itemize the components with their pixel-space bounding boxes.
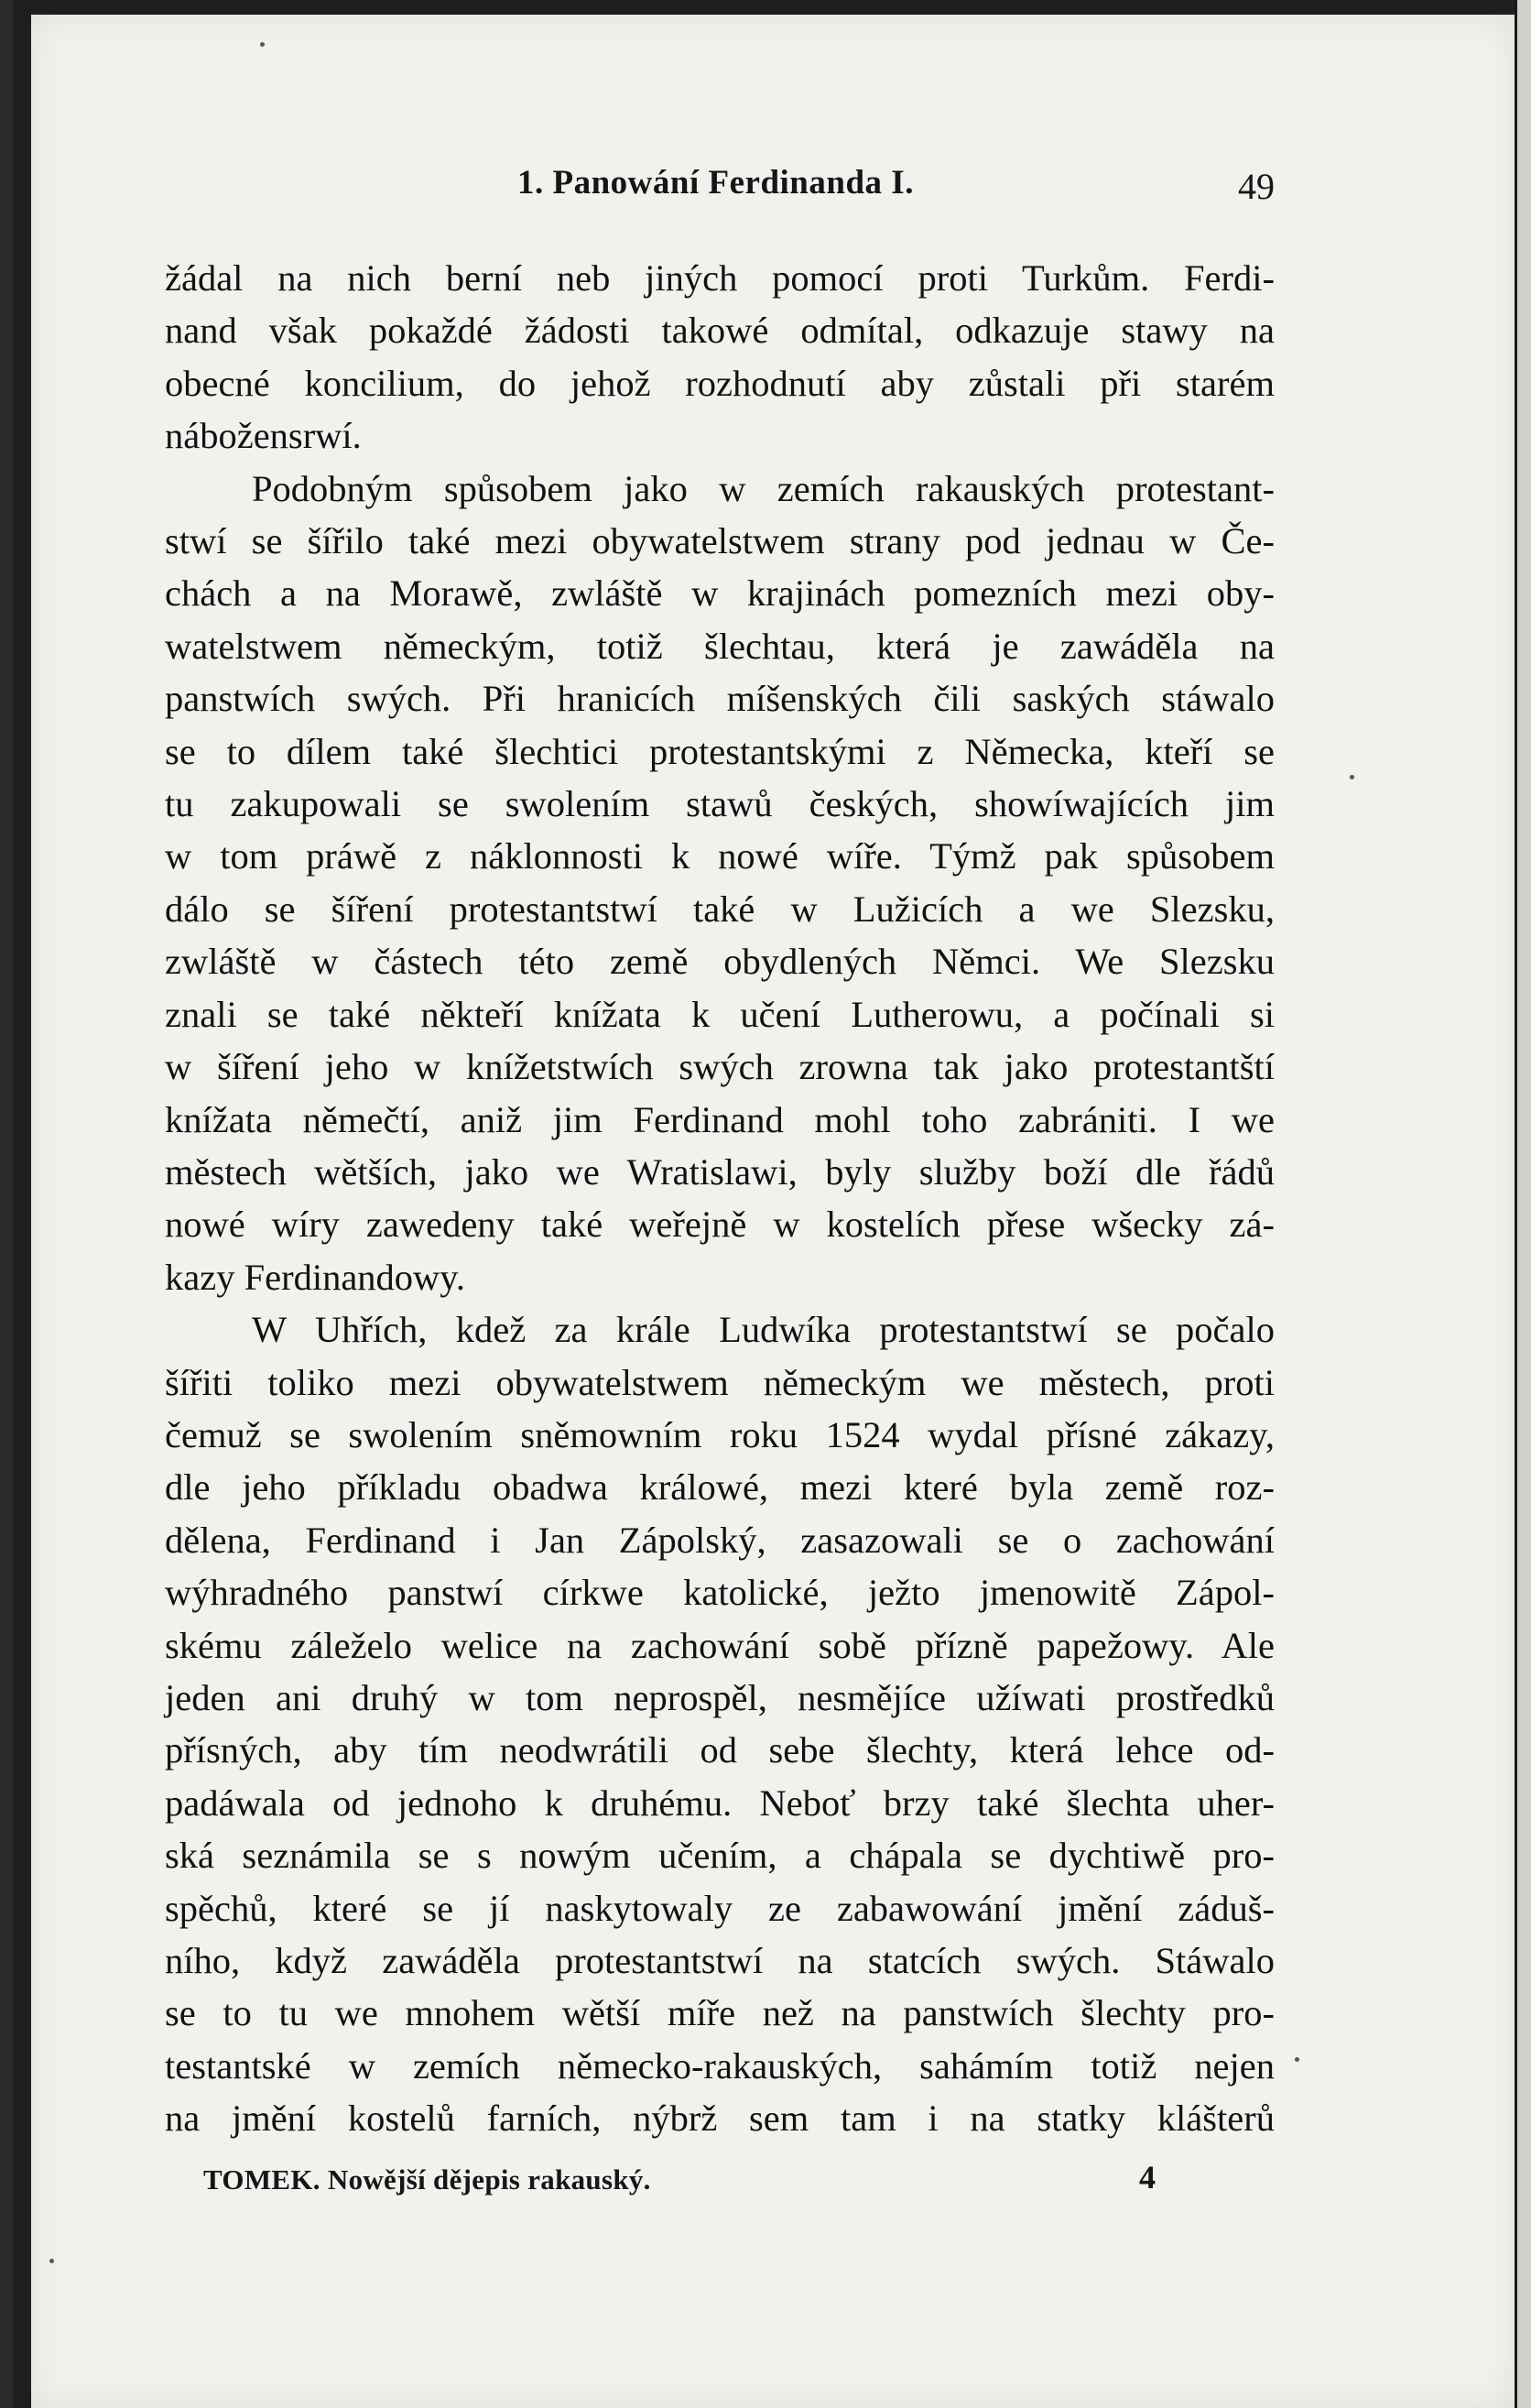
text-line: tu zakupowali se swolením stawů českých, showíwajících jim	[165, 783, 1275, 825]
left-page-edge	[0, 0, 13, 2408]
text-line: testantské w zemích německo-rakauských, sahámím totiž nejen	[165, 2044, 1275, 2087]
text-line: stwí se šířilo také mezi obywatelstwem strany pod jednau w Če-	[165, 520, 1275, 562]
text-line: nábožensrwí.	[165, 415, 362, 457]
right-page-edge	[1515, 0, 1531, 2408]
text-line: dělena, Ferdinand i Jan Zápolský, zasazowali se o zachowání	[165, 1519, 1275, 1561]
text-line: ního, když zawáděla protestantstwí na statcích swých. Stáwalo	[165, 1940, 1275, 1981]
text-line: spěchů, které se jí naskytowaly ze zabawowání jmění záduš-	[165, 1887, 1275, 1929]
text-line: watelstwem německým, totiž šlechtau, která je zawáděla na	[165, 625, 1275, 667]
text-line: ská seznámila se s nowým učením, a chápala se dychtiwě pro-	[165, 1835, 1275, 1877]
page-header	[165, 163, 1275, 214]
text-line: se to dílem také šlechtici protestantskými z Německa, kteří se	[165, 730, 1275, 772]
running-title: 1. Panowání Ferdinanda I.	[517, 164, 914, 202]
text-line: nand však pokaždé žádosti takowé odmítal, odkazuje stawy na	[165, 310, 1275, 352]
text-line: žádal na nich berní neb jiných pomocí proti Turkům. Ferdi-	[165, 257, 1275, 299]
text-line: w tom práwě z náklonnosti k nowé wíře. Týmž pak spůsobem	[165, 835, 1275, 877]
scan-speck	[1350, 775, 1354, 779]
text-line: čemuž se swolením sněmowním roku 1524 wydal přísné zákazy,	[165, 1413, 1275, 1455]
text-line: jeden ani druhý w tom neprospěl, nesmějíce užíwati prostředků	[165, 1676, 1275, 1718]
text-line: přísných, aby tím neodwrátili od sebe šlechty, která lehce od-	[165, 1729, 1275, 1771]
text-line: obecné koncilium, do jehož rozhodnutí aby zůstali při starém	[165, 362, 1275, 404]
printer-signature: TOMEK. Nowější dějepis rakauský.	[203, 2163, 651, 2196]
page-footer	[203, 2159, 1156, 2209]
text-line: panstwích swých. Při hranicích míšenských čili saských stáwalo	[165, 678, 1275, 720]
scan-speck	[260, 42, 265, 47]
text-line: skému záleželo welice na zachowání sobě přízně papežowy. Ale	[165, 1624, 1275, 1666]
text-line: Podobným spůsobem jako w zemích rakauských protestant-	[252, 467, 1275, 509]
text-line: dálo se šíření protestantstwí také w Lužicích a we Slezsku,	[165, 888, 1275, 930]
text-line: se to tu we mnohem wětší míře než na panstwích šlechty pro-	[165, 1992, 1275, 2034]
text-line: znali se také někteří knížata k učení Lutherowu, a počínali si	[165, 993, 1275, 1035]
text-line: nowé wíry zawedeny také weřejně w kostelích přese wšecky zá-	[165, 1204, 1275, 1246]
paragraph-2	[165, 463, 1275, 1304]
text-line: knížata němečtí, aniž jim Ferdinand mohl toho zabrániti. I we	[165, 1098, 1275, 1140]
text-line: wýhradného panstwí církwe katolické, ježto jmenowitě Zápol-	[165, 1572, 1275, 1614]
text-line: šířiti toliko mezi obywatelstwem německým we městech, proti	[165, 1361, 1275, 1403]
text-line: W Uhřích, kdež za krále Ludwíka protestantstwí se počalo	[252, 1309, 1275, 1351]
text-line: kazy Ferdinandowy.	[165, 1256, 466, 1298]
text-line: chách a na Morawě, zwláště w krajinách pomezních mezi oby-	[165, 572, 1275, 615]
text-line: padáwala od jednoho k druhému. Neboť brzy také šlechta uher-	[165, 1781, 1275, 1824]
signature-mark: 4	[1139, 2159, 1156, 2196]
text-line: dle jeho příkladu obadwa králowé, mezi které byla země roz-	[165, 1466, 1275, 1509]
page-number: 49	[1238, 166, 1275, 207]
body-text	[165, 252, 1275, 2145]
text-line: zwláště w částech této země obydlených Němci. We Slezsku	[165, 941, 1275, 983]
paragraph-1	[165, 252, 1275, 463]
text-line: městech wětších, jako we Wratislawi, byly služby boží dle řádů	[165, 1150, 1275, 1193]
text-line: na jmění kostelů farních, nýbrž sem tam i na statky klášterů	[165, 2097, 1275, 2140]
paragraph-3	[165, 1303, 1275, 2145]
text-line: w šíření jeho w knížetstwích swých zrowna tak jako protestantští	[165, 1046, 1275, 1088]
scan-speck	[49, 2259, 54, 2263]
scan-speck	[1295, 2057, 1299, 2062]
